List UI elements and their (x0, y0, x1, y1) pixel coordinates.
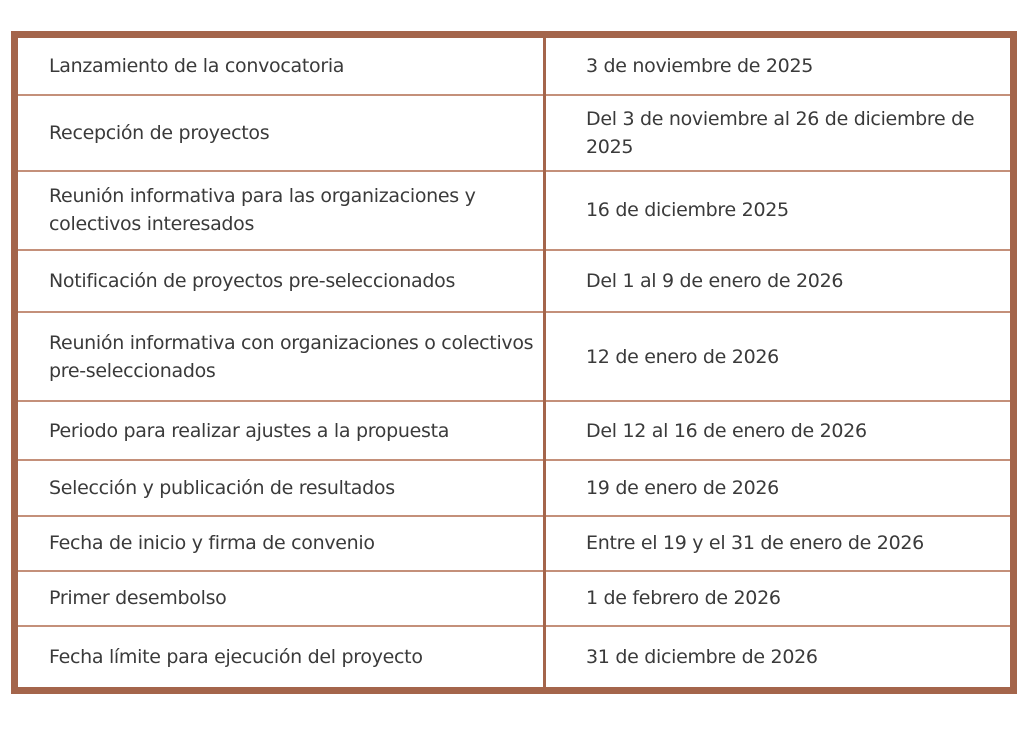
schedule-table-frame (11, 31, 1017, 694)
activity-cell: Lanzamiento de la convocatoria (18, 38, 545, 95)
date-cell: 12 de enero de 2026 (545, 312, 1011, 401)
activity-cell: Selección y publicación de resultados (18, 460, 545, 516)
date-cell: 19 de enero de 2026 (545, 460, 1011, 516)
table-row (18, 171, 1010, 250)
table-row (18, 312, 1010, 401)
table-row (18, 571, 1010, 627)
activity-cell: Primer desembolso (18, 571, 545, 627)
schedule-table (18, 38, 1010, 687)
activity-cell: Fecha límite para ejecución del proyecto (18, 626, 545, 687)
table-row (18, 626, 1010, 687)
activity-cell: Recepción de proyectos (18, 95, 545, 171)
date-cell: 31 de diciembre de 2026 (586, 646, 818, 669)
activity-cell: Notificación de proyectos pre-seleccionados (18, 250, 545, 313)
date-cell: Del 1 al 9 de enero de 2026 (545, 250, 1011, 313)
table-row (18, 38, 1010, 95)
activity-cell: Fecha de inicio y firma de convenio (18, 516, 545, 571)
date-cell: 16 de diciembre 2025 (545, 171, 1011, 250)
activity-cell: Reunión informativa para las organizaciones y colectivos interesados (18, 171, 545, 250)
table-row (18, 460, 1010, 516)
table-row (18, 95, 1010, 171)
date-cell: 3 de noviembre de 2025 (545, 38, 1011, 95)
table-row (18, 401, 1010, 460)
date-cell: 1 de febrero de 2026 (545, 571, 1011, 627)
activity-cell: Reunión informativa con organizaciones o colectivos pre-seleccionados (18, 312, 545, 401)
date-cell: Del 12 al 16 de enero de 2026 (545, 401, 1011, 460)
date-cell: Entre el 19 y el 31 de enero de 2026 (545, 516, 1011, 571)
table-row (18, 516, 1010, 571)
date-cell: Del 3 de noviembre al 26 de diciembre de 2025 (545, 95, 1011, 171)
activity-cell: Periodo para realizar ajustes a la propuesta (18, 401, 545, 460)
table-row (18, 250, 1010, 313)
